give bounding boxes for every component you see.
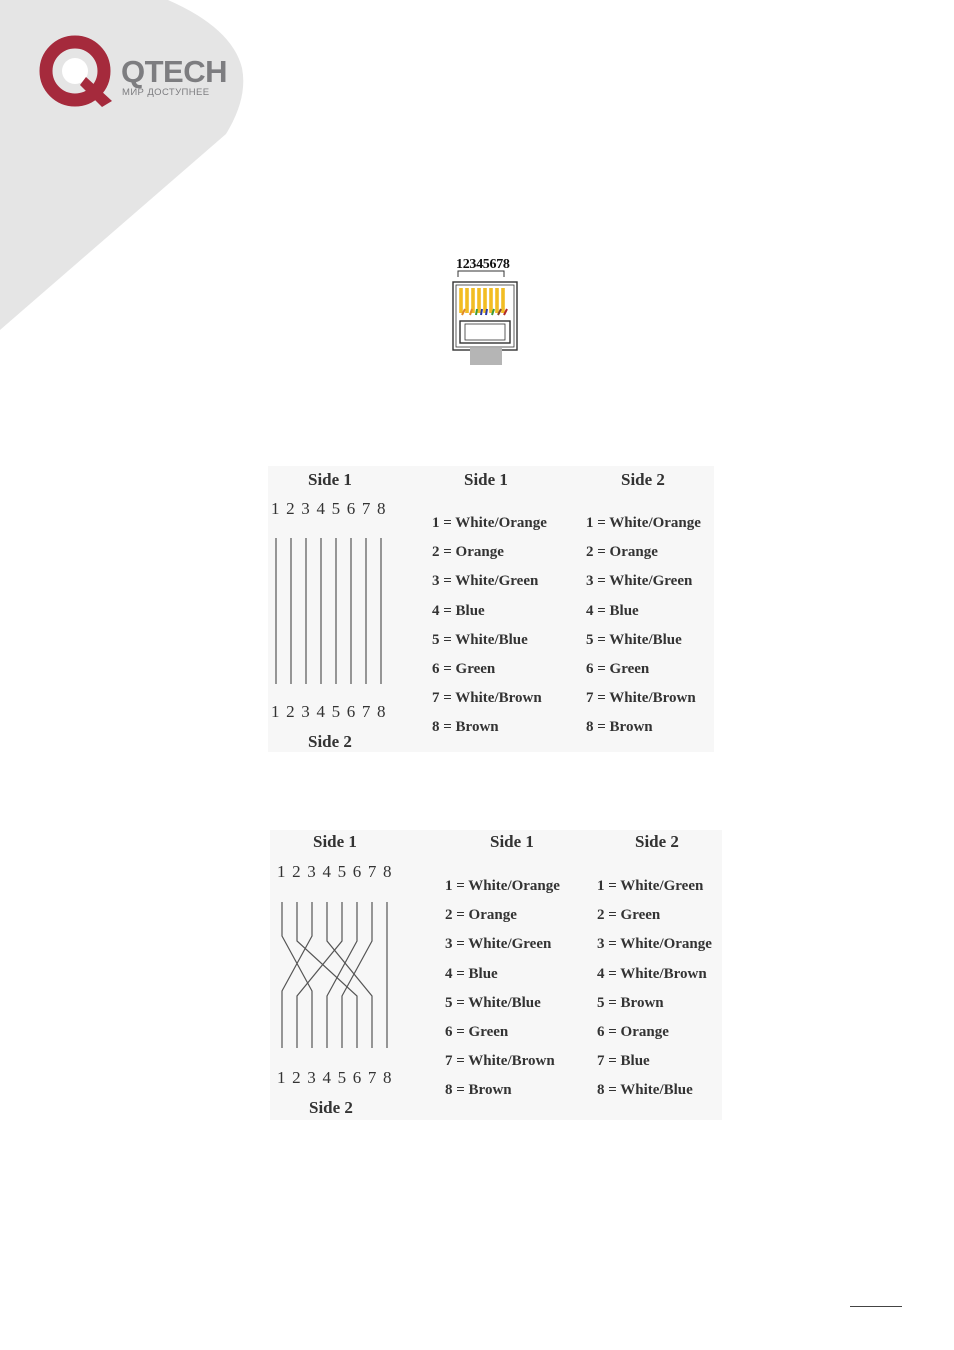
straight-side2-list — [586, 515, 701, 749]
list-item: 4 = Blue — [445, 965, 498, 982]
straight-table-side2-header: Side 2 — [621, 470, 665, 489]
straight-side1-list — [432, 515, 547, 749]
straight-pins-bottom: 1 2 3 4 5 6 7 8 — [271, 702, 387, 721]
list-item: 7 = White/Brown — [586, 690, 696, 707]
list-item: 4 = Blue — [586, 602, 639, 619]
list-item: 2 = Orange — [432, 544, 504, 561]
list-item: 7 = White/Brown — [432, 690, 542, 707]
list-item: 3 = White/Green — [445, 936, 552, 953]
list-item: 2 = Green — [597, 907, 661, 924]
list-item: 1 = White/Orange — [445, 878, 560, 894]
list-item: 2 = Orange — [445, 907, 517, 924]
cross-diagram-side2-label: Side 2 — [309, 1098, 353, 1117]
list-item: 8 = White/Blue — [597, 1082, 693, 1099]
qtech-logo-icon — [0, 0, 130, 120]
cross-diagram-side1-label: Side 1 — [313, 832, 357, 851]
list-item: 7 = Blue — [597, 1053, 650, 1070]
crossover-wires — [272, 896, 397, 1056]
connector-pin-numbers: 12345678 — [456, 257, 510, 272]
list-item: 1 = White/Orange — [432, 515, 547, 531]
list-item: 6 = Orange — [597, 1023, 669, 1040]
straight-diagram-side1-label: Side 1 — [308, 470, 352, 489]
list-item: 6 = Green — [586, 660, 650, 677]
list-item: 1 = White/Green — [597, 878, 704, 894]
list-item: 5 = White/Blue — [445, 994, 541, 1011]
straight-wires — [268, 532, 393, 692]
cross-table-side2-header: Side 2 — [635, 832, 679, 851]
crossover-diagram — [270, 830, 722, 1120]
list-item: 4 = White/Brown — [597, 965, 707, 982]
list-item: 3 = White/Orange — [597, 936, 712, 953]
list-item: 7 = White/Brown — [445, 1053, 555, 1070]
list-item: 1 = White/Orange — [586, 515, 701, 531]
list-item: 5 = White/Blue — [432, 631, 528, 648]
cross-side2-list — [597, 878, 712, 1112]
list-item: 8 = Brown — [445, 1082, 512, 1099]
list-item: 6 = Green — [445, 1023, 509, 1040]
cross-table-side1-header: Side 1 — [490, 832, 534, 851]
list-item: 3 = White/Green — [586, 573, 693, 590]
cross-pins-top: 1 2 3 4 5 6 7 8 — [277, 862, 393, 881]
list-item: 4 = Blue — [432, 602, 485, 619]
list-item: 8 = Brown — [586, 719, 653, 736]
list-item: 5 = White/Blue — [586, 631, 682, 648]
brand-name: QTECH — [121, 54, 227, 89]
brand-tagline: МИР ДОСТУПНЕЕ — [122, 87, 210, 98]
list-item: 3 = White/Green — [432, 573, 539, 590]
straight-table-side1-header: Side 1 — [464, 470, 508, 489]
straight-diagram-side2-label: Side 2 — [308, 732, 352, 751]
straight-through-diagram — [268, 466, 714, 752]
cross-pins-bottom: 1 2 3 4 5 6 7 8 — [277, 1068, 393, 1087]
page-number-rule — [850, 1306, 902, 1307]
list-item: 2 = Orange — [586, 544, 658, 561]
cross-side1-list — [445, 878, 560, 1112]
straight-pins-top: 1 2 3 4 5 6 7 8 — [271, 499, 387, 518]
list-item: 6 = Green — [432, 660, 496, 677]
list-item: 5 = Brown — [597, 994, 664, 1011]
list-item: 8 = Brown — [432, 719, 499, 736]
